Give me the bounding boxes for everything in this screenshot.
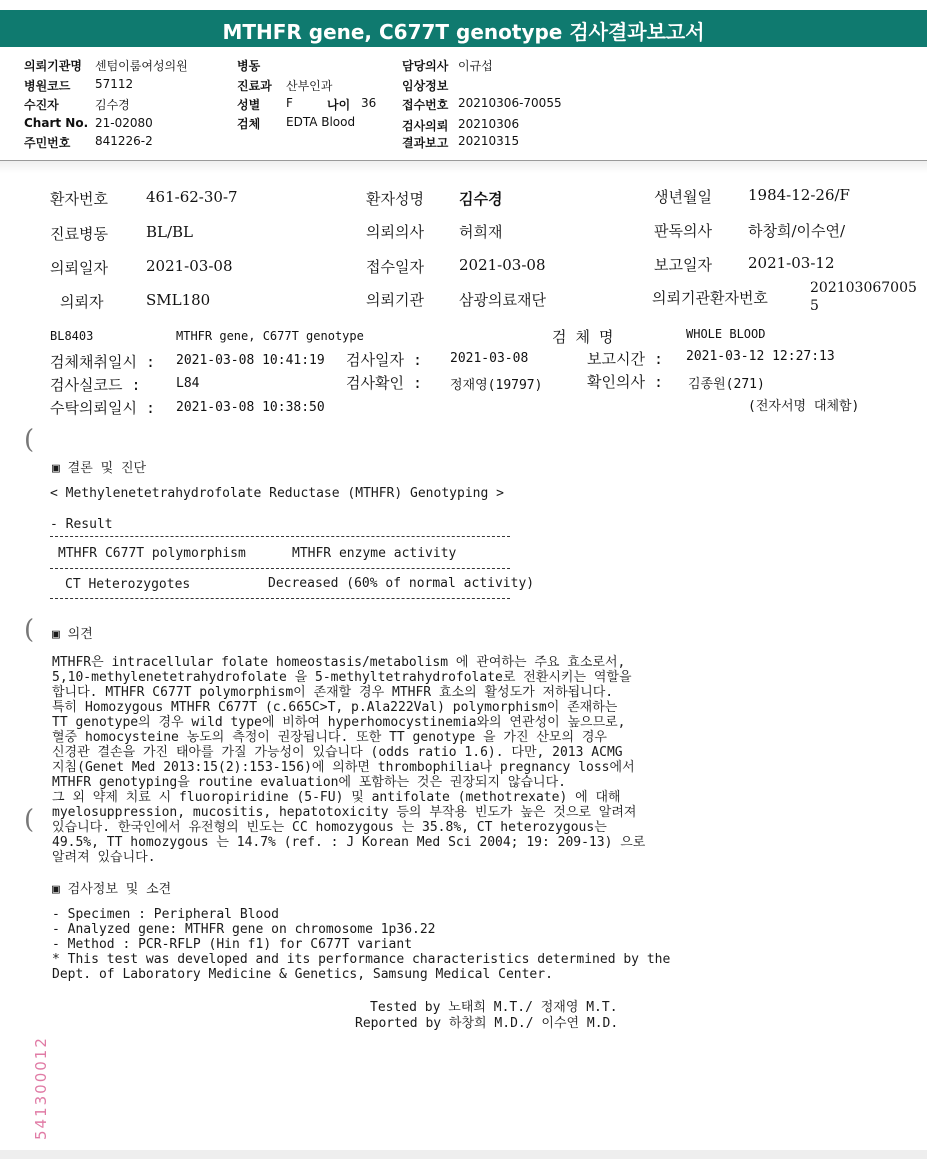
result-activity: Decreased (60% of normal activity) bbox=[268, 576, 535, 591]
sample-value: WHOLE BLOOD bbox=[686, 327, 766, 341]
conclusion-subtitle: < Methylenetetrahydrofolate Reductase (MTHFR) Genotyping > bbox=[50, 486, 504, 501]
opinion-line: MTHFR은 intracellular folate homeostasis/metabolism 에 관여하는 주요 효소로서, bbox=[52, 655, 626, 670]
checker-label: 검사확인 : bbox=[346, 374, 423, 392]
header-value: 36 bbox=[361, 96, 377, 110]
opinion-line: 지침(Genet Med 2013:15(2):153-156)에 의하면 thrombophilia나 pregnancy loss에서 bbox=[52, 760, 635, 775]
header-label: 접수번호 bbox=[402, 98, 449, 112]
result-divider bbox=[50, 536, 510, 537]
scan-mark: ( bbox=[24, 615, 35, 645]
header-label: 병원코드 bbox=[24, 79, 71, 93]
header-value: 57112 bbox=[95, 77, 134, 91]
header-label: 주민번호 bbox=[24, 136, 71, 150]
result-col1-header: MTHFR C677T polymorphism bbox=[58, 546, 246, 561]
report-time-value: 2021-03-12 12:27:13 bbox=[686, 349, 835, 364]
patient-value: BL/BL bbox=[146, 223, 194, 241]
opinion-line: MTHFR genotyping을 routine evaluation에 포함하는 것은 권장되지 않습니다. bbox=[52, 775, 566, 790]
header-value: 김수경 bbox=[95, 98, 130, 112]
header-shadow bbox=[0, 161, 927, 173]
patient-value: 2021-03-12 bbox=[748, 254, 835, 272]
opinion-line: 혈중 homocysteine 농도의 측정이 권장됩니다. 또한 TT genotype 을 가진 산모의 경우 bbox=[52, 730, 607, 745]
patient-label: 생년월일 bbox=[654, 188, 712, 206]
test-date-value: 2021-03-08 bbox=[450, 351, 529, 366]
header-label: 병동 bbox=[237, 59, 261, 73]
test-date-label: 검사일자 : bbox=[346, 351, 423, 369]
reported-by: Reported by 하창희 M.D./ 이수연 M.D. bbox=[355, 1016, 619, 1031]
test-info-heading: ▣ 검사정보 및 소견 bbox=[52, 882, 172, 897]
test-info-line: - Specimen : Peripheral Blood bbox=[52, 907, 279, 922]
header-label: 검사의뢰 bbox=[402, 119, 449, 133]
patient-value: 2021-03-08 bbox=[146, 257, 233, 275]
header-value: 20210315 bbox=[458, 134, 520, 148]
patient-label: 접수일자 bbox=[366, 258, 424, 276]
patient-value: SML180 bbox=[146, 291, 211, 309]
patient-value: 하창희/이수연/ bbox=[748, 222, 846, 240]
header-value: 이규섭 bbox=[458, 59, 493, 73]
patient-label: 진료병동 bbox=[50, 225, 108, 243]
header-value: 20210306-70055 bbox=[458, 96, 562, 110]
header-value: 산부인과 bbox=[286, 79, 333, 93]
patient-label: 환자번호 bbox=[50, 190, 108, 208]
opinion-line: 있습니다. 한국인에서 유전형의 빈도는 CC homozygous 는 35.8%, CT heterozygous는 bbox=[52, 820, 607, 835]
patient-label: 판독의사 bbox=[654, 222, 712, 240]
patient-value: 1984-12-26/F bbox=[748, 186, 850, 204]
patient-label: 환자성명 bbox=[366, 190, 424, 208]
test-code: BL8403 bbox=[50, 329, 94, 343]
test-info-line: - Method : PCR-RFLP (Hin f1) for C677T variant bbox=[52, 937, 413, 952]
checker-value: 정재영(19797) bbox=[450, 378, 543, 393]
patient-label: 보고일자 bbox=[654, 256, 712, 274]
patient-value: 2021-03-08 bbox=[459, 256, 546, 274]
conclusion-heading: ▣ 결론 및 진단 bbox=[52, 461, 147, 476]
lab-code-label: 검사실코드 : bbox=[50, 376, 141, 394]
patient-value-wrap: 5 bbox=[810, 298, 819, 314]
header-label: 진료과 bbox=[237, 79, 272, 93]
test-info-line: Dept. of Laboratory Medicine & Genetics, Samsung Medical Center. bbox=[52, 967, 553, 982]
header-label: 임상정보 bbox=[402, 79, 449, 93]
opinion-line: 49.5%, TT homozygous 는 14.7% (ref. : J Korean Med Sci 2004; 19: 209-13) 으로 bbox=[52, 835, 646, 850]
stamp-number bbox=[27, 1015, 57, 1145]
report-time-label: 보고시간 : bbox=[587, 350, 664, 368]
result-divider bbox=[50, 598, 510, 599]
header-label: Chart No. bbox=[24, 116, 89, 130]
opinion-line: 5,10-methylenetetrahydrofolate 을 5-methyltetrahydrofolate로 전환시키는 역할을 bbox=[52, 670, 632, 685]
patient-value: 461-62-30-7 bbox=[146, 188, 238, 206]
header-value: 20210306 bbox=[458, 117, 520, 131]
consign-value: 2021-03-08 10:38:50 bbox=[176, 400, 325, 415]
opinion-line: 신경관 결손을 가진 태아를 가질 가능성이 있습니다 (odds ratio 1.6). 다만, 2013 ACMG bbox=[52, 745, 623, 760]
header-value: 841226-2 bbox=[95, 134, 153, 148]
confirm-doc-value: 김종원(271) bbox=[688, 377, 765, 392]
opinion-line: 알려져 있습니다. bbox=[52, 850, 156, 865]
patient-value: 김수경 bbox=[459, 190, 503, 208]
header-label: 나이 bbox=[327, 98, 351, 112]
confirm-doc-label: 확인의사 : bbox=[587, 373, 664, 391]
result-genotype: CT Heterozygotes bbox=[65, 577, 191, 592]
header-value: EDTA Blood bbox=[286, 115, 356, 129]
opinion-line: TT genotype의 경우 wild type에 비하여 hyperhomocystinemia와의 연관성이 높으므로, bbox=[52, 715, 626, 730]
patient-label: 의뢰의사 bbox=[366, 223, 424, 241]
header-label: 결과보고 bbox=[402, 136, 449, 150]
tested-by: Tested by 노태희 M.T./ 정재영 M.T. bbox=[370, 1000, 618, 1015]
result-col2-header: MTHFR enzyme activity bbox=[292, 546, 457, 561]
result-divider bbox=[50, 568, 510, 569]
consign-label: 수탁의뢰일시 : bbox=[50, 399, 156, 417]
header-value: F bbox=[286, 96, 293, 110]
header-value: 21-02080 bbox=[95, 116, 153, 130]
header-label: 의뢰기관명 bbox=[24, 59, 82, 73]
header-label: 성별 bbox=[237, 98, 261, 112]
opinion-line: 합니다. MTHFR C677T polymorphism이 존재할 경우 MTHFR 효소의 활성도가 저하됩니다. bbox=[52, 685, 614, 700]
sample-label: 검 체 명 bbox=[552, 328, 614, 346]
scan-mark: ( bbox=[24, 805, 35, 835]
footer-shade bbox=[0, 1150, 927, 1159]
patient-value: 202103067005 bbox=[810, 280, 917, 296]
report-title-bar bbox=[0, 10, 927, 47]
header-label: 검체 bbox=[237, 117, 261, 131]
result-label: - Result bbox=[50, 517, 113, 532]
patient-value: 삼광의료재단 bbox=[459, 291, 546, 309]
collected-label: 검체채취일시 : bbox=[50, 353, 156, 371]
test-info-line: - Analyzed gene: MTHFR gene on chromosome 1p36.22 bbox=[52, 922, 436, 937]
esign-note: (전자서명 대체함) bbox=[748, 399, 860, 414]
lab-code-value: L84 bbox=[176, 376, 200, 391]
scan-mark: ( bbox=[24, 425, 35, 455]
opinion-line: myelosuppression, mucositis, hepatotoxicity 등의 부작용 빈도가 높은 것으로 알려져 bbox=[52, 805, 637, 820]
patient-value: 허희재 bbox=[459, 223, 503, 241]
opinion-heading: ▣ 의견 bbox=[52, 627, 93, 642]
opinion-line: 그 외 약제 치료 시 fluoropiridine (5-FU) 및 antifolate (methotrexate) 에 대해 bbox=[52, 790, 621, 805]
header-value: 센텀이룸여성의원 bbox=[95, 59, 188, 73]
report-title: MTHFR gene, C677T genotype 검사결과보고서 bbox=[222, 20, 705, 44]
opinion-line: 특히 Homozygous MTHFR C677T (c.665C>T, p.Ala222Val) polymorphism이 존재하는 bbox=[52, 700, 618, 715]
stamp-number-text: 541300012 bbox=[32, 1036, 50, 1140]
header-label: 수진자 bbox=[24, 98, 59, 112]
patient-label: 의뢰일자 bbox=[50, 259, 108, 277]
collected-value: 2021-03-08 10:41:19 bbox=[176, 353, 325, 368]
patient-label: 의뢰기관환자번호 bbox=[652, 289, 768, 307]
patient-label: 의뢰기관 bbox=[366, 291, 424, 309]
patient-label: 의뢰자 bbox=[60, 293, 104, 311]
test-info-line: * This test was developed and its performance characteristics determined by the bbox=[52, 952, 671, 967]
header-label: 담당의사 bbox=[402, 59, 449, 73]
test-name: MTHFR gene, C677T genotype bbox=[176, 329, 364, 343]
